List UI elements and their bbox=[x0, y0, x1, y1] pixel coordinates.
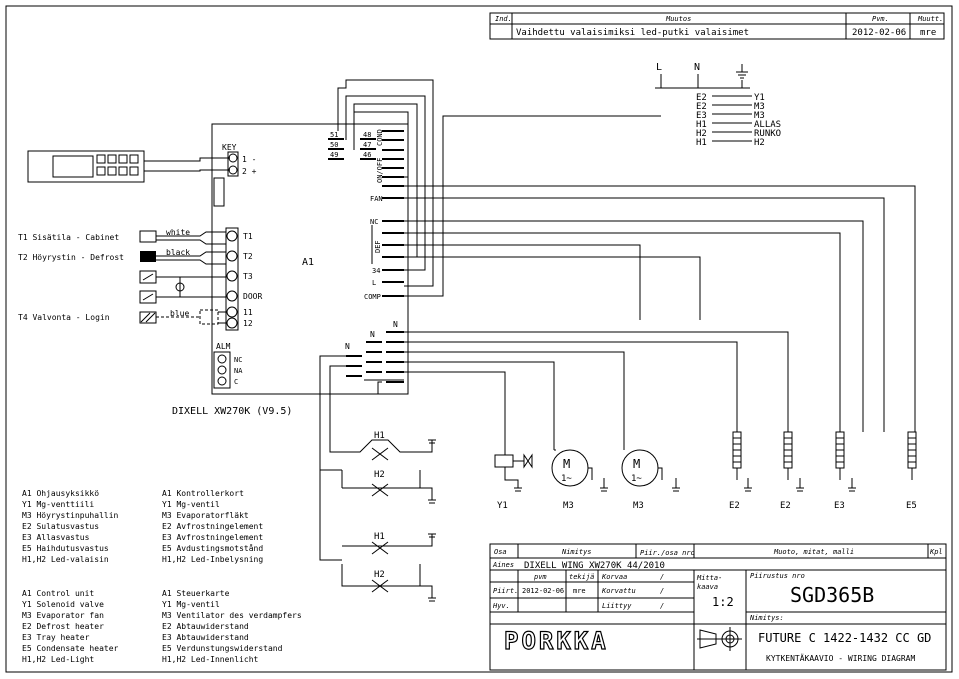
tb-korvattu: Korvattu bbox=[602, 587, 636, 595]
motor-b-symbol: M bbox=[633, 457, 641, 471]
revision-author: mre bbox=[920, 28, 937, 38]
tb-scale: 1:2 bbox=[712, 595, 734, 609]
terminal-t2: T2 bbox=[243, 252, 253, 261]
revision-change-text: Vaihdettu valaisimiksi led-putki valaisimet bbox=[516, 28, 749, 38]
tb-osa: Osa bbox=[494, 548, 507, 556]
alarm-label: ALM bbox=[216, 342, 231, 351]
terminal-48: 48 bbox=[363, 131, 372, 139]
motor-a-phase: 1~ bbox=[561, 474, 572, 484]
tb-aines: DIXELL WING XW270K 44/2010 bbox=[524, 561, 665, 571]
legend-de-1: Y1 Mg-ventil bbox=[162, 600, 220, 609]
supply-l-label: L bbox=[656, 62, 663, 73]
n-label-left: N bbox=[345, 342, 350, 351]
tb-slash-3: / bbox=[660, 602, 665, 610]
relay-def: DEF bbox=[374, 240, 382, 253]
load-group-list bbox=[696, 93, 781, 148]
legend-de-0: A1 Steuerkarte bbox=[162, 589, 230, 598]
light-h1-bottom bbox=[320, 470, 432, 560]
tb-logo: PORKKA bbox=[504, 627, 609, 655]
legend-de-5: E5 Verdunstungswiderstand bbox=[162, 644, 283, 653]
load-label-y1: Y1 bbox=[497, 501, 508, 511]
legend-fi-1: Y1 Mg-venttiili bbox=[22, 500, 95, 509]
load-label-e3: E3 bbox=[834, 501, 845, 511]
legend-fi-4: E3 Allasvastus bbox=[22, 533, 90, 542]
key-terminal-1: 1 - bbox=[242, 155, 257, 164]
revision-date: 2012-02-06 bbox=[852, 28, 907, 38]
tb-drawing-no: SGD365B bbox=[790, 583, 875, 607]
motor-b-phase: 1~ bbox=[631, 474, 642, 484]
motor-a-symbol: M bbox=[563, 457, 571, 471]
terminal-49: 49 bbox=[330, 151, 339, 159]
loads bbox=[495, 432, 917, 511]
legend-fi-3: E2 Sulatusvastus bbox=[22, 522, 100, 531]
revision-header-pvm: Pvm. bbox=[872, 15, 889, 23]
group-left-4: H1 bbox=[696, 120, 707, 130]
group-right-4: ALLAS bbox=[754, 120, 782, 130]
legend-de-2: M3 Ventilator des verdampfers bbox=[162, 611, 302, 620]
load-label-e2-a: E2 bbox=[729, 501, 740, 511]
revision-header-muutt: Muutt. bbox=[918, 15, 944, 23]
legend-sv-0: A1 Kontrollerkort bbox=[162, 489, 244, 498]
tb-liittyy: Liittyy bbox=[602, 602, 632, 610]
legend-de-6: H1,H2 Led-Innenlicht bbox=[162, 655, 259, 664]
group-right-3: M3 bbox=[754, 111, 765, 121]
motor-m3-a bbox=[552, 450, 608, 511]
tb-hyv: Hyv. bbox=[493, 602, 510, 610]
wire-black-label: black bbox=[166, 248, 191, 257]
tb-piirt: Piirt. bbox=[493, 587, 519, 595]
sensor-t4-label: T4 Valvonta - Login bbox=[18, 313, 110, 322]
tb-slash-1: / bbox=[660, 573, 665, 581]
tb-mitta-2: kaava bbox=[697, 583, 719, 591]
control-wiring bbox=[320, 80, 915, 470]
relay-34: 34 bbox=[372, 267, 381, 275]
sensor-t2-label: T2 Höyrystin - Defrost bbox=[18, 253, 124, 262]
legend-finnish bbox=[22, 489, 119, 564]
terminal-t3: T3 bbox=[243, 272, 253, 281]
terminal-11: 11 bbox=[243, 308, 253, 317]
group-right-5: RUNKO bbox=[754, 129, 782, 139]
heater-e5 bbox=[906, 432, 917, 511]
key-label: KEY bbox=[222, 143, 237, 152]
legend-en-6: H1,H2 Led-Light bbox=[22, 655, 95, 664]
light-label-h1-b: H1 bbox=[374, 532, 385, 542]
group-right-1: Y1 bbox=[754, 93, 765, 103]
relay-comp: COMP bbox=[364, 293, 381, 301]
motor-m3-b bbox=[622, 450, 680, 511]
led-lights bbox=[320, 431, 436, 601]
tb-piirt-by: mre bbox=[573, 587, 586, 595]
sensor-section bbox=[18, 228, 226, 324]
revision-header-ind: Ind. bbox=[495, 15, 512, 23]
terminal-t1: T1 bbox=[243, 232, 253, 241]
legend-en-5: E5 Condensate heater bbox=[22, 644, 119, 653]
tb-mitta-1: Mitta- bbox=[697, 574, 723, 582]
legend-sv-1: Y1 Mg-ventil bbox=[162, 500, 220, 509]
tb-muoto: Muoto, mitat, malli bbox=[774, 548, 855, 556]
controller-a1 bbox=[172, 124, 408, 417]
tb-nimitys: Nimitys bbox=[562, 548, 592, 556]
alarm-c: C bbox=[234, 378, 239, 386]
relay-nc: NC bbox=[370, 218, 379, 226]
drawing-frame bbox=[6, 6, 952, 672]
legend-sv-4: E3 Avfrostningelement bbox=[162, 533, 264, 542]
tb-slash-2: / bbox=[660, 587, 665, 595]
mains-supply bbox=[655, 62, 750, 88]
tb-aines-label: Aines bbox=[493, 561, 515, 569]
relay-fan: FAN bbox=[370, 195, 383, 203]
wire-blue-label: blue bbox=[170, 309, 190, 318]
terminal-47: 47 bbox=[363, 141, 372, 149]
tb-subtitle: KYTKENTÄKAAVIO - WIRING DIAGRAM bbox=[766, 654, 916, 663]
light-h2-bottom bbox=[342, 564, 432, 598]
load-label-m3-a: M3 bbox=[563, 501, 574, 511]
legend-english bbox=[22, 589, 119, 664]
revision-header-muutos: Muutos bbox=[666, 15, 692, 23]
earth-symbol bbox=[736, 64, 748, 78]
group-left-3: E3 bbox=[696, 111, 707, 121]
legend-fi-6: H1,H2 Led-valaisin bbox=[22, 555, 109, 564]
legend-german bbox=[162, 589, 302, 664]
legend-fi-0: A1 Ohjausyksikkö bbox=[22, 489, 100, 498]
legend-en-1: Y1 Solenoid valve bbox=[22, 600, 104, 609]
group-left-2: E2 bbox=[696, 102, 707, 112]
group-left-1: E2 bbox=[696, 93, 707, 103]
group-left-6: H1 bbox=[696, 138, 707, 148]
alarm-nc: NC bbox=[234, 356, 243, 364]
light-label-h1-a: H1 bbox=[374, 431, 385, 441]
relay-l: L bbox=[372, 279, 377, 287]
tb-piirustus-nro-label: Piirustus nro bbox=[750, 572, 805, 580]
group-right-6: H2 bbox=[754, 138, 765, 148]
heater-e2-a bbox=[729, 432, 752, 511]
light-h2-top bbox=[342, 470, 432, 500]
revision-table bbox=[490, 13, 944, 39]
legend-en-3: E2 Defrost heater bbox=[22, 622, 104, 631]
group-right-2: M3 bbox=[754, 102, 765, 112]
load-label-m3-b: M3 bbox=[633, 501, 644, 511]
tb-piirt-date: 2012-02-06 bbox=[522, 587, 565, 595]
title-block bbox=[490, 544, 946, 670]
supply-n-label: N bbox=[694, 62, 701, 73]
legend-de-3: E2 Abtauwiderstand bbox=[162, 622, 249, 631]
terminal-12: 12 bbox=[243, 319, 253, 328]
projection-symbol-icon bbox=[697, 627, 742, 651]
relay-onoff: ON/OFF bbox=[376, 157, 384, 183]
n-label-mid: N bbox=[370, 330, 375, 339]
keypad-display bbox=[28, 151, 230, 182]
legend-fi-2: M3 Höyrystinpuhallin bbox=[22, 511, 119, 520]
legend-sv-2: M3 Evaporatorfläkt bbox=[162, 511, 249, 520]
module-label-a1: A1 bbox=[302, 257, 315, 268]
tb-piir-osa-nro: Piir./osa nro bbox=[640, 549, 695, 557]
legend-sv-3: E2 Avfrostningelement bbox=[162, 522, 264, 531]
tb-korvaa: Korvaa bbox=[602, 573, 628, 581]
solenoid-valve-y1 bbox=[495, 455, 532, 511]
light-h1-top bbox=[342, 431, 432, 460]
wire-white-label: white bbox=[166, 228, 191, 237]
key-terminal-2: 2 + bbox=[242, 167, 257, 176]
light-label-h2-a: H2 bbox=[374, 470, 385, 480]
tb-kpl: Kpl bbox=[930, 548, 943, 556]
terminal-51: 51 bbox=[330, 131, 339, 139]
n-label-right: N bbox=[393, 320, 398, 329]
relay-cond: COND bbox=[376, 129, 384, 146]
legend-en-4: E3 Tray heater bbox=[22, 633, 90, 642]
legend-en-2: M3 Evaporator fan bbox=[22, 611, 104, 620]
terminal-50: 50 bbox=[330, 141, 339, 149]
legend-swedish bbox=[162, 489, 263, 564]
light-label-h2-b: H2 bbox=[374, 570, 385, 580]
tb-title: FUTURE C 1422-1432 CC GD bbox=[758, 631, 932, 645]
load-label-e5: E5 bbox=[906, 501, 917, 511]
alarm-na: NA bbox=[234, 367, 243, 375]
terminal-door: DOOR bbox=[243, 292, 263, 301]
controller-model: DIXELL XW270K (V9.5) bbox=[172, 406, 293, 417]
heater-e3 bbox=[834, 432, 856, 511]
sensor-t1-label: T1 Sisätila - Cabinet bbox=[18, 233, 120, 242]
load-label-e2-b: E2 bbox=[780, 501, 791, 511]
heater-e2-b bbox=[780, 432, 804, 511]
terminal-46: 46 bbox=[363, 151, 372, 159]
legend-sv-5: E5 Avdustingsmotstånd bbox=[162, 544, 264, 553]
legend-fi-5: E5 Haihdutusvastus bbox=[22, 544, 109, 553]
group-left-5: H2 bbox=[696, 129, 707, 139]
legend-de-4: E3 Abtauwiderstand bbox=[162, 633, 249, 642]
legend-sv-6: H1,H2 Led-Inbelysning bbox=[162, 555, 264, 564]
tb-nimitys-label: Nimitys: bbox=[750, 614, 784, 622]
legend-en-0: A1 Control unit bbox=[22, 589, 95, 598]
tb-tekija: tekijä bbox=[569, 573, 595, 581]
tb-pvm: pvm bbox=[534, 573, 547, 581]
